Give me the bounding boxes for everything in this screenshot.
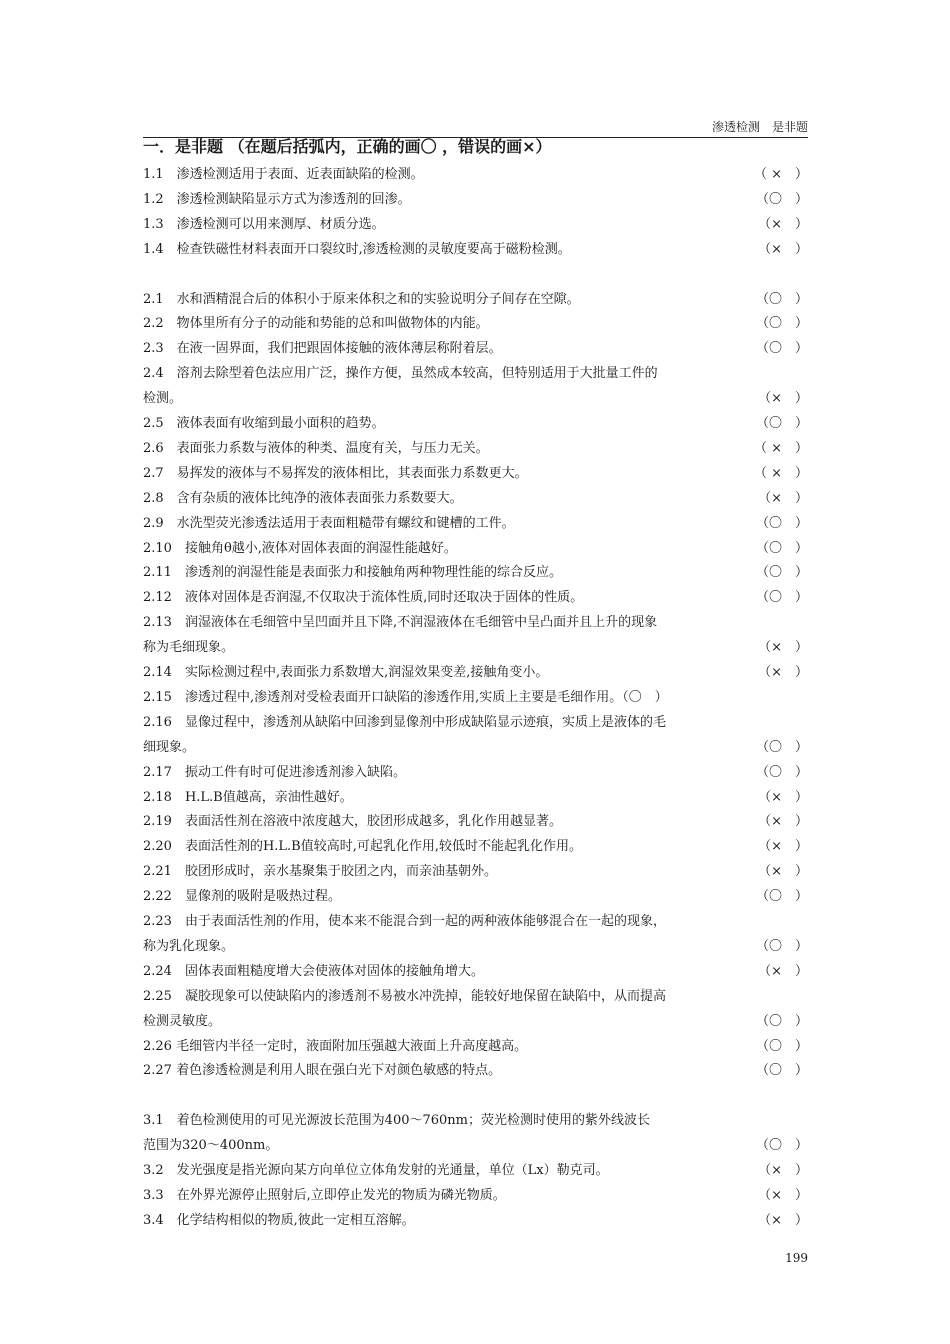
answer-mark: （× ） — [758, 1187, 808, 1203]
question-line — [143, 1208, 808, 1233]
question-line — [143, 461, 808, 486]
question-text: 2.7 易挥发的液体与不易挥发的液体相比，其表面张力系数更大。 — [143, 465, 528, 481]
question-line — [143, 511, 808, 536]
question-text: 2.20 表面活性剂的H.L.B值较高时,可起乳化作用,较低时不能起乳化作用。 — [143, 839, 582, 855]
question-line — [143, 1158, 808, 1183]
answer-mark: （〇 ） — [755, 739, 808, 755]
question-text: 2.15 渗透过程中,渗透剂对受检表面开口缺陷的渗透作用,实质上主要是毛细作用。（〇 ） — [143, 689, 668, 705]
question-line — [143, 959, 808, 984]
question-line — [143, 809, 808, 834]
question-text: 2.6 表面张力系数与液体的种类、温度有关，与压力无关。 — [143, 440, 489, 456]
answer-mark: （× ） — [758, 789, 808, 805]
question-line — [143, 660, 808, 685]
question-line — [143, 1009, 808, 1034]
question-line — [143, 1108, 808, 1133]
question-line — [143, 436, 808, 461]
answer-mark: （ × ） — [753, 167, 808, 182]
question-line — [143, 560, 808, 585]
question-line — [143, 536, 808, 561]
answer-mark: （× ） — [758, 241, 808, 257]
page-header: 渗透检测 是非题 — [143, 117, 808, 138]
question-line — [143, 262, 808, 287]
answer-mark: （〇 ） — [755, 316, 808, 332]
answer-mark: （× ） — [758, 839, 808, 855]
answer-mark: （× ） — [758, 814, 808, 830]
question-line — [143, 287, 808, 312]
question-text: 2.4 溶剂去除型着色法应用广泛，操作方便，虽然成本较高，但特别适用于大批量工件的 — [143, 366, 658, 382]
question-text: 3.2 发光强度是指光源向某方向单位立体角发射的光通量，单位（Lx）勒克司。 — [143, 1163, 609, 1178]
question-line — [143, 1034, 808, 1059]
question-text: 2.17 振动工件有时可促进渗透剂渗入缺陷。 — [143, 764, 406, 780]
question-line — [143, 859, 808, 884]
question-line — [143, 212, 808, 237]
answer-mark: （〇 ） — [755, 1063, 808, 1079]
question-line — [143, 162, 808, 187]
answer-mark: （ × ） — [753, 440, 808, 456]
answer-mark: （〇 ） — [755, 1038, 808, 1054]
answer-mark: （〇 ） — [755, 889, 808, 905]
answer-mark: （〇 ） — [755, 515, 808, 531]
question-line — [143, 1058, 808, 1083]
question-line — [143, 1183, 808, 1208]
question-text: 2.21 胶团形成时，亲水基聚集于胶团之内，而亲油基朝外。 — [143, 864, 497, 880]
question-text: 3.1 着色检测使用的可见光源波长范围为400～760nm；荧光检测时使用的紫外线波长 — [143, 1113, 651, 1129]
answer-mark: （× ） — [758, 665, 808, 680]
question-text: 2.14 实际检测过程中,表面张力系数增大,润湿效果变差,接触角变小。 — [143, 665, 549, 680]
question-line — [143, 1133, 808, 1158]
question-text: 范围为320～400nm。 — [143, 1138, 279, 1154]
question-text: 2.23 由于表面活性剂的作用，使本来不能混合到一起的两种液体能够混合在一起的现象， — [143, 914, 666, 929]
question-line — [143, 336, 808, 361]
answer-mark: （〇 ） — [755, 291, 808, 307]
question-text: 1.1 渗透检测适用于表面、近表面缺陷的检测。 — [143, 167, 424, 182]
question-text: 3.4 化学结构相似的物质,彼此一定相互溶解。 — [143, 1212, 415, 1228]
page-number: 199 — [785, 1251, 808, 1265]
question-text: 2.12 液体对固体是否润湿,不仅取决于流体性质,同时还取决于固体的性质。 — [143, 590, 584, 606]
question-line — [143, 984, 808, 1009]
answer-mark: （〇 ） — [755, 416, 808, 431]
question-line — [143, 735, 808, 760]
question-text: 2.10 接触角θ越小,液体对固体表面的润湿性能越好。 — [143, 540, 457, 556]
question-text: 细现象。 — [143, 739, 196, 755]
question-text: 2.8 含有杂质的液体比纯净的液体表面张力系数要大。 — [143, 490, 463, 506]
question-line — [143, 411, 808, 436]
question-text: 2.24 固体表面粗糙度增大会使液体对固体的接触角增大。 — [143, 963, 484, 979]
question-line — [143, 884, 808, 909]
question-text: 2.22 显像剂的吸附是吸热过程。 — [143, 889, 341, 905]
answer-mark: （〇 ） — [755, 1013, 808, 1029]
question-text: 1.2 渗透检测缺陷显示方式为渗透剂的回渗。 — [143, 191, 411, 207]
question-line — [143, 585, 808, 610]
question-line — [143, 386, 808, 411]
question-line — [143, 610, 808, 635]
question-text: 检测灵敏度。 — [143, 1013, 222, 1029]
question-text: 2.25 凝胶现象可以使缺陷内的渗透剂不易被水冲洗掉，能较好地保留在缺陷中，从而提高 — [143, 988, 666, 1004]
answer-mark: （〇 ） — [755, 938, 808, 954]
answer-mark: （× ） — [758, 864, 808, 880]
question-line — [143, 361, 808, 386]
answer-mark: （× ） — [758, 490, 808, 506]
answer-mark: （× ） — [758, 640, 808, 656]
question-text: 2.3 在液一固界面，我们把跟固体接触的液体薄层称附着层。 — [143, 341, 502, 357]
question-text: 2.26 毛细管内半径一定时，液面附加压强越大液面上升高度越高。 — [143, 1038, 528, 1054]
question-text: 2.16 显像过程中，渗透剂从缺陷中回渗到显像剂中形成缺陷显示迹痕，实质上是液体的毛 — [143, 714, 666, 730]
answer-mark: （× ） — [758, 1212, 808, 1228]
answer-mark: （〇 ） — [755, 191, 808, 207]
question-line — [143, 311, 808, 336]
answer-mark: （× ） — [758, 1163, 808, 1178]
question-text: 称为毛细现象。 — [143, 640, 235, 656]
answer-mark: （× ） — [758, 391, 808, 407]
question-text: 2.2 物体里所有分子的动能和势能的总和叫做物体的内能。 — [143, 316, 489, 332]
answer-mark: （ × ） — [753, 465, 808, 481]
answer-mark: （〇 ） — [755, 1138, 808, 1154]
answer-mark: （〇 ） — [755, 590, 808, 606]
question-text: 1.4 检查铁磁性材料表面开口裂纹时,渗透检测的灵敏度要高于磁粉检测。 — [143, 241, 571, 257]
answer-mark: （× ） — [758, 963, 808, 979]
section-title: 一．是非题 （在题后括弧内，正确的画〇 ，错误的画×） — [143, 137, 552, 156]
question-text: 2.11 渗透剂的润湿性能是表面张力和接触角两种物理性能的综合反应。 — [143, 565, 562, 581]
question-line — [143, 237, 808, 262]
question-line — [143, 710, 808, 735]
question-line — [143, 685, 808, 710]
question-line — [143, 187, 808, 212]
question-line — [143, 760, 808, 785]
question-line — [143, 909, 808, 934]
question-text: 称为乳化现象。 — [143, 938, 235, 954]
question-text: 2.18 H.L.B值越高，亲油性越好。 — [143, 789, 353, 805]
answer-mark: （〇 ） — [755, 764, 808, 780]
question-line — [143, 934, 808, 959]
question-text: 2.19 表面活性剂在溶液中浓度越大，胶团形成越多，乳化作用越显著。 — [143, 814, 562, 830]
question-text: 2.5 液体表面有收缩到最小面积的趋势。 — [143, 416, 385, 431]
question-text: 2.27 着色渗透检测是利用人眼在强白光下对颜色敏感的特点。 — [143, 1063, 502, 1079]
answer-mark: （〇 ） — [755, 540, 808, 556]
question-line — [143, 635, 808, 660]
question-line — [143, 785, 808, 810]
question-text: 1.3 渗透检测可以用来测厚、材质分选。 — [143, 216, 385, 232]
answer-mark: （〇 ） — [755, 341, 808, 357]
question-text: 2.1 水和酒精混合后的体积小于原来体积之和的实验说明分子间存在空隙。 — [143, 291, 580, 307]
answer-mark: （〇 ） — [755, 565, 808, 581]
question-text: 3.3 在外界光源停止照射后,立即停止发光的物质为磷光物质。 — [143, 1187, 506, 1203]
question-text: 2.9 水洗型荧光渗透法适用于表面粗糙带有螺纹和键槽的工件。 — [143, 515, 515, 531]
question-line — [143, 486, 808, 511]
question-text: 检测。 — [143, 391, 183, 407]
question-line — [143, 1083, 808, 1108]
question-text: 2.13 润湿液体在毛细管中呈凹面并且下降,不润湿液体在毛细管中呈凸面并且上升的现象 — [143, 615, 658, 631]
question-line — [143, 834, 808, 859]
answer-mark: （× ） — [758, 216, 808, 232]
